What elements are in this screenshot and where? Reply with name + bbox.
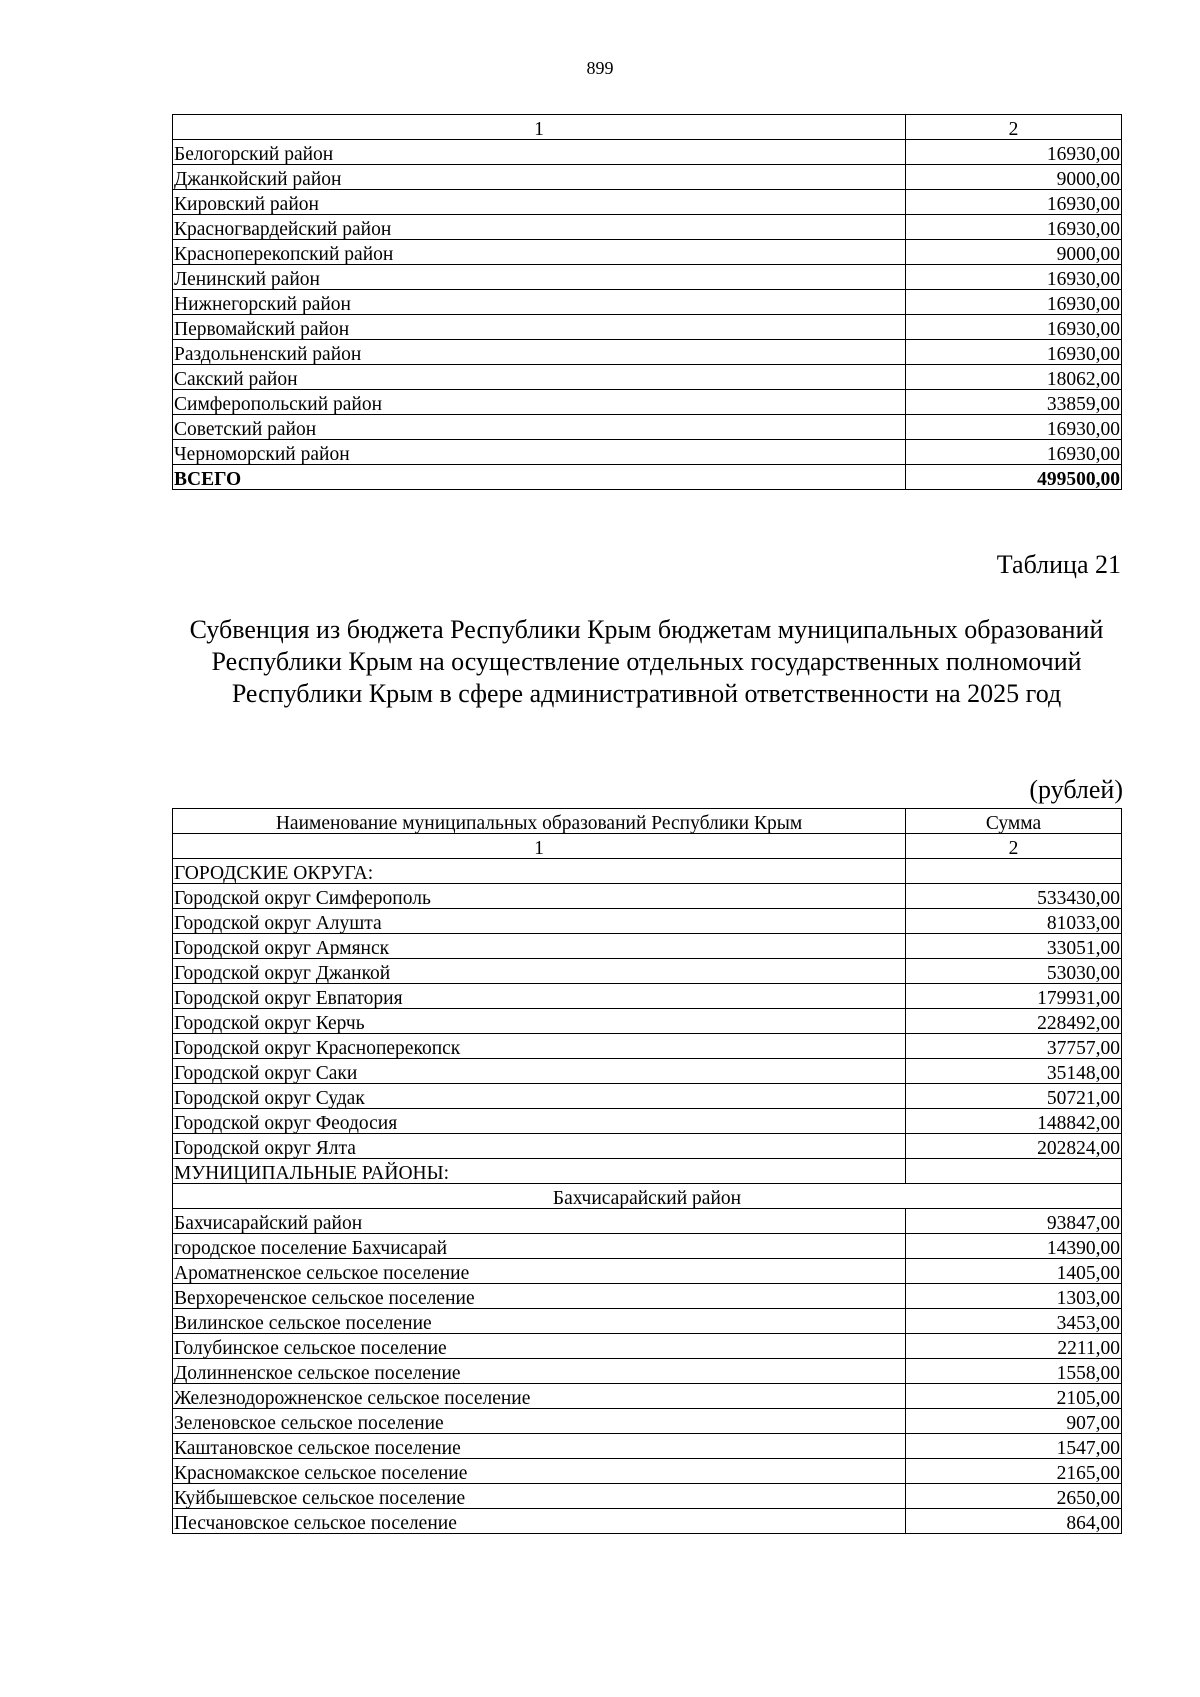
- table-row: [173, 1234, 1122, 1259]
- row-amount: 907,00: [906, 1409, 1122, 1434]
- row-name: Красноперекопский район: [173, 240, 906, 265]
- header-row: [173, 809, 1122, 834]
- row-name: ГОРОДСКИЕ ОКРУГА:: [173, 859, 906, 884]
- row-amount: 2165,00: [906, 1459, 1122, 1484]
- row-name: Городской округ Феодосия: [173, 1109, 906, 1134]
- row-name: Городской округ Красноперекопск: [173, 1034, 906, 1059]
- table-row: [173, 1284, 1122, 1309]
- table-row: [173, 1509, 1122, 1534]
- row-name: Зеленовское сельское поселение: [173, 1409, 906, 1434]
- row-name: Городской округ Армянск: [173, 934, 906, 959]
- row-amount: [906, 859, 1122, 884]
- row-name: Городской округ Евпатория: [173, 984, 906, 1009]
- row-name: Бахчисарайский район: [173, 1209, 906, 1234]
- row-amount: 16930,00: [906, 290, 1122, 315]
- table-row: [173, 140, 1122, 165]
- row-amount: 2105,00: [906, 1384, 1122, 1409]
- row-name: Куйбышевское сельское поселение: [173, 1484, 906, 1509]
- row-amount: 81033,00: [906, 909, 1122, 934]
- row-name: Верхореченское сельское поселение: [173, 1284, 906, 1309]
- table-row: [173, 1084, 1122, 1109]
- row-amount: 2650,00: [906, 1484, 1122, 1509]
- row-amount: 9000,00: [906, 165, 1122, 190]
- row-amount: 533430,00: [906, 884, 1122, 909]
- row-amount: 18062,00: [906, 365, 1122, 390]
- table-row: [173, 190, 1122, 215]
- row-amount: 1558,00: [906, 1359, 1122, 1384]
- row-amount: 202824,00: [906, 1134, 1122, 1159]
- row-amount: 1547,00: [906, 1434, 1122, 1459]
- table-row: [173, 1459, 1122, 1484]
- table-row: [173, 1009, 1122, 1034]
- row-amount: 16930,00: [906, 415, 1122, 440]
- row-name: Долинненское сельское поселение: [173, 1359, 906, 1384]
- table-row: [173, 365, 1122, 390]
- row-name: Вилинское сельское поселение: [173, 1309, 906, 1334]
- table-row: [173, 984, 1122, 1009]
- row-amount: 148842,00: [906, 1109, 1122, 1134]
- row-amount: 499500,00: [906, 465, 1122, 490]
- row-name: Раздольненский район: [173, 340, 906, 365]
- row-amount: 14390,00: [906, 1234, 1122, 1259]
- row-amount: 93847,00: [906, 1209, 1122, 1234]
- table-row: [173, 440, 1122, 465]
- table-row: [173, 1134, 1122, 1159]
- row-name: Городской округ Алушта: [173, 909, 906, 934]
- row-amount: 37757,00: [906, 1034, 1122, 1059]
- row-amount: 228492,00: [906, 1009, 1122, 1034]
- table-row: [173, 240, 1122, 265]
- table-row: [173, 315, 1122, 340]
- column-number: 1: [173, 834, 906, 859]
- row-name: Песчановское сельское поселение: [173, 1509, 906, 1534]
- table-row: [173, 165, 1122, 190]
- table-row: [173, 909, 1122, 934]
- row-name: Джанкойский район: [173, 165, 906, 190]
- row-amount: 33051,00: [906, 934, 1122, 959]
- column-number: 2: [906, 834, 1122, 859]
- table-row: [173, 290, 1122, 315]
- row-name: Городской округ Керчь: [173, 1009, 906, 1034]
- table-row: [173, 1259, 1122, 1284]
- table-row: [173, 265, 1122, 290]
- row-amount: 16930,00: [906, 190, 1122, 215]
- table-row: [173, 1334, 1122, 1359]
- column-header-name: Наименование муниципальных образований Республики Крым: [173, 809, 906, 834]
- row-name: Голубинское сельское поселение: [173, 1334, 906, 1359]
- row-name: Городской округ Саки: [173, 1059, 906, 1084]
- column-number-row: [173, 115, 1122, 140]
- table-row: [173, 1434, 1122, 1459]
- table-row: [173, 215, 1122, 240]
- row-name: Нижнегорский район: [173, 290, 906, 315]
- row-name: Красногвардейский район: [173, 215, 906, 240]
- table-row: [173, 1309, 1122, 1334]
- row-amount: 35148,00: [906, 1059, 1122, 1084]
- row-amount: 16930,00: [906, 265, 1122, 290]
- row-amount: 16930,00: [906, 315, 1122, 340]
- table-row: [173, 1484, 1122, 1509]
- row-name: Первомайский район: [173, 315, 906, 340]
- row-amount: 1303,00: [906, 1284, 1122, 1309]
- row-amount: 1405,00: [906, 1259, 1122, 1284]
- subvention-table: [172, 808, 1122, 1534]
- table-row: [173, 934, 1122, 959]
- row-name: городское поселение Бахчисарай: [173, 1234, 906, 1259]
- row-amount: 53030,00: [906, 959, 1122, 984]
- row-name: Городской округ Судак: [173, 1084, 906, 1109]
- row-name: Железнодорожненское сельское поселение: [173, 1384, 906, 1409]
- district-heading: Бахчисарайский район: [173, 1184, 1122, 1209]
- page-number: 899: [586, 58, 614, 78]
- district-heading-row: [173, 1184, 1122, 1209]
- row-amount: 9000,00: [906, 240, 1122, 265]
- row-amount: [906, 1159, 1122, 1184]
- row-amount: 16930,00: [906, 340, 1122, 365]
- row-name: Ароматненское сельское поселение: [173, 1259, 906, 1284]
- row-name: МУНИЦИПАЛЬНЫЕ РАЙОНЫ:: [173, 1159, 906, 1184]
- total-row: [173, 465, 1122, 490]
- row-name: Каштановское сельское поселение: [173, 1434, 906, 1459]
- row-amount: 33859,00: [906, 390, 1122, 415]
- column-number: 1: [173, 115, 906, 140]
- section-row: [173, 859, 1122, 884]
- row-amount: 2211,00: [906, 1334, 1122, 1359]
- table-row: [173, 1359, 1122, 1384]
- table-row: [173, 1109, 1122, 1134]
- row-name: Кировский район: [173, 190, 906, 215]
- row-name: Городской округ Ялта: [173, 1134, 906, 1159]
- row-name: Городской округ Джанкой: [173, 959, 906, 984]
- row-name: Городской округ Симферополь: [173, 884, 906, 909]
- row-name: Белогорский район: [173, 140, 906, 165]
- table-title: Субвенция из бюджета Республики Крым бюджетам муниципальных образований Республики Крым на осуществление отдельных государственных полномочий Республики Крым в сфере административной ответственности на 2025 год: [189, 615, 1104, 708]
- row-amount: 179931,00: [906, 984, 1122, 1009]
- row-amount: 50721,00: [906, 1084, 1122, 1109]
- table-row: [173, 959, 1122, 984]
- row-amount: 16930,00: [906, 140, 1122, 165]
- allocation-table-continued: [172, 114, 1122, 490]
- row-amount: 3453,00: [906, 1309, 1122, 1334]
- table-row: [173, 1034, 1122, 1059]
- row-name: Ленинский район: [173, 265, 906, 290]
- row-name: Красномакское сельское поселение: [173, 1459, 906, 1484]
- table-row: [173, 1209, 1122, 1234]
- column-number-row: [173, 834, 1122, 859]
- unit-label: (рублей): [1029, 775, 1123, 804]
- table-row: [173, 340, 1122, 365]
- table-row: [173, 1384, 1122, 1409]
- row-name: ВСЕГО: [173, 465, 906, 490]
- section-row: [173, 1159, 1122, 1184]
- table-row: [173, 884, 1122, 909]
- table-label: Таблица 21: [996, 550, 1121, 579]
- row-amount: 864,00: [906, 1509, 1122, 1534]
- row-name: Советский район: [173, 415, 906, 440]
- column-number: 2: [906, 115, 1122, 140]
- row-amount: 16930,00: [906, 215, 1122, 240]
- table-row: [173, 1409, 1122, 1434]
- row-name: Черноморский район: [173, 440, 906, 465]
- table-row: [173, 1059, 1122, 1084]
- row-amount: 16930,00: [906, 440, 1122, 465]
- table-row: [173, 415, 1122, 440]
- table-row: [173, 390, 1122, 415]
- column-header-sum: Сумма: [906, 809, 1122, 834]
- row-name: Симферопольский район: [173, 390, 906, 415]
- row-name: Сакский район: [173, 365, 906, 390]
